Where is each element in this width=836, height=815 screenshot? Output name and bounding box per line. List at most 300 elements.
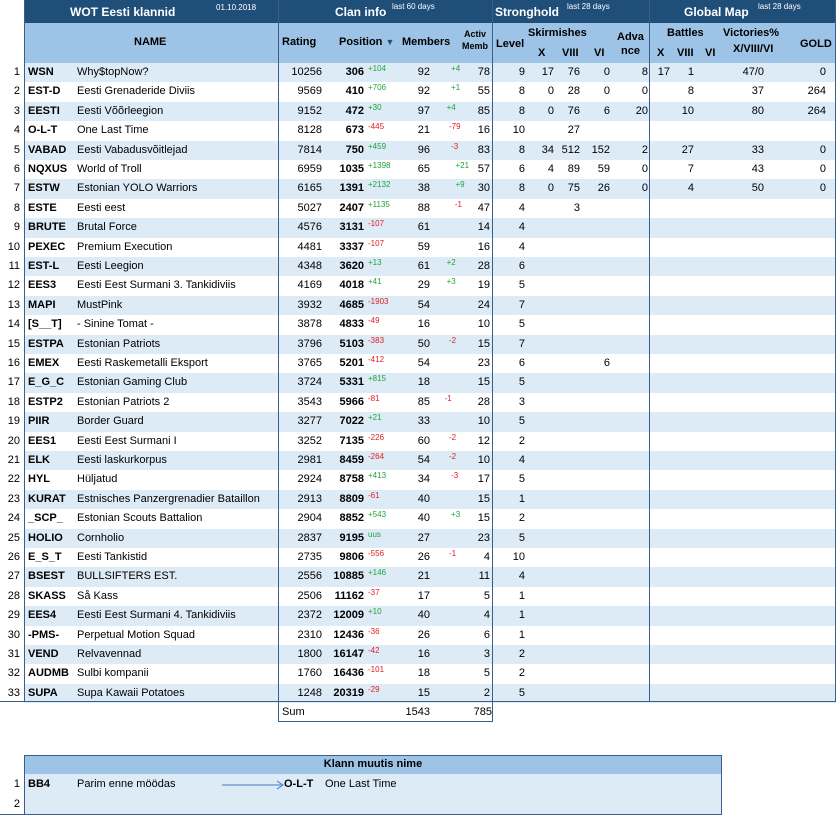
clan-name: Sulbi kompanii <box>77 667 149 680</box>
advance <box>620 393 648 412</box>
position: 2407 <box>339 201 364 214</box>
gold <box>770 432 826 451</box>
clan-name: Eesti Tankistid <box>77 551 148 563</box>
stronghold-title: Stronghold <box>495 5 559 19</box>
col-gold: GOLD <box>800 38 832 50</box>
members: 59 <box>417 240 430 253</box>
battles-viii <box>674 296 694 315</box>
stronghold-level: 8 <box>518 182 525 195</box>
clan-name: Border Guard <box>77 415 144 428</box>
gold <box>770 276 826 295</box>
gold: 264 <box>807 104 826 117</box>
rating: 3724 <box>297 376 322 389</box>
members: 26 <box>417 551 430 563</box>
table-row <box>0 606 836 625</box>
victories <box>712 432 764 451</box>
skirmish-viii <box>552 257 580 276</box>
position-change: -36 <box>368 626 380 636</box>
active-members: 3 <box>483 648 490 660</box>
skirmish-x <box>528 393 554 412</box>
skirmish-vi: 59 <box>597 163 610 175</box>
table-row <box>0 645 836 664</box>
battles-x <box>650 548 670 567</box>
sum-label: Sum <box>282 706 305 718</box>
row-number: 31 <box>7 648 20 660</box>
table-row <box>0 354 836 373</box>
gold <box>770 587 826 606</box>
members-change: +9 <box>455 180 465 190</box>
active-members: 55 <box>477 85 490 98</box>
row-number: 18 <box>7 395 20 408</box>
members: 40 <box>417 609 430 622</box>
advance <box>620 645 648 664</box>
position: 750 <box>345 143 364 156</box>
gold: 0 <box>819 163 826 175</box>
skirmish-viii <box>552 276 580 295</box>
advance <box>620 567 648 586</box>
position-change: +459 <box>368 141 387 151</box>
position: 673 <box>345 124 364 137</box>
stronghold-level: 2 <box>518 667 525 680</box>
advance <box>620 626 648 645</box>
stronghold-level: 1 <box>518 628 525 641</box>
skirmish-x <box>528 354 554 373</box>
battles-viii <box>674 490 694 509</box>
position-change: +815 <box>368 374 387 384</box>
members: 15 <box>417 686 430 699</box>
clan-name: Eesti Leegion <box>77 260 144 272</box>
position: 5201 <box>339 357 364 369</box>
col-victories: Victories% <box>723 27 780 39</box>
position: 9195 <box>339 531 364 544</box>
clan-info-note: last 60 days <box>392 2 435 11</box>
sum-members: 1543 <box>405 706 430 718</box>
gold <box>770 567 826 586</box>
position-change: -412 <box>368 355 385 364</box>
skirmish-vi: 6 <box>603 357 610 369</box>
table-row <box>0 373 836 392</box>
battles-viii <box>674 412 694 431</box>
battles-x <box>650 529 670 548</box>
battles-vi <box>697 626 712 645</box>
active-members: 10 <box>477 415 490 428</box>
rename-old-tag: BB4 <box>28 778 51 790</box>
skirmish-x <box>528 548 554 567</box>
table-row <box>0 335 836 354</box>
skirmish-viii <box>552 432 580 451</box>
members: 54 <box>417 454 430 466</box>
clan-name: Så Kass <box>77 589 118 602</box>
gold: 0 <box>819 143 826 156</box>
position: 16436 <box>333 667 364 680</box>
row-number: 29 <box>7 609 20 622</box>
position: 11162 <box>334 589 364 602</box>
row-number: 11 <box>8 260 20 272</box>
table-title: WOT Eesti klannid <box>70 5 176 19</box>
victories <box>712 238 764 257</box>
position-change: +706 <box>368 83 387 93</box>
col-position[interactable]: Position ▼ <box>339 36 395 48</box>
battles-x <box>650 587 670 606</box>
members: 65 <box>417 163 430 175</box>
battles-viii: 10 <box>681 104 694 117</box>
advance <box>620 664 648 683</box>
clan-name: Cornholio <box>77 531 125 544</box>
col-sk-viii: VIII <box>562 47 579 59</box>
rating: 2372 <box>297 609 322 622</box>
position-change: +1135 <box>368 199 390 209</box>
gold <box>770 490 826 509</box>
battles-x <box>650 509 670 528</box>
active-members: 19 <box>477 279 490 292</box>
advance <box>620 548 648 567</box>
clan-name: Estonian Patriots 2 <box>77 395 170 408</box>
skirmish-x <box>528 121 554 140</box>
row-number: 8 <box>13 201 20 214</box>
position-change: -29 <box>368 684 380 694</box>
members: 85 <box>417 395 430 408</box>
battles-viii <box>674 121 694 140</box>
members: 96 <box>417 143 430 156</box>
gold <box>770 199 826 218</box>
clan-name: Eesti Grenaderide Diviis <box>77 85 195 98</box>
active-members: 4 <box>483 551 490 563</box>
gold <box>770 296 826 315</box>
rename-row-number: 1 <box>13 778 20 790</box>
stronghold-level: 7 <box>518 298 525 311</box>
members: 21 <box>417 570 430 583</box>
battles-vi <box>697 548 712 567</box>
rating: 1760 <box>297 667 322 680</box>
position-change: -37 <box>368 587 380 597</box>
skirmish-vi <box>580 490 610 509</box>
position: 9806 <box>339 551 364 563</box>
battles-x <box>650 373 670 392</box>
battles-vi <box>697 179 712 198</box>
skirmish-x <box>528 490 554 509</box>
skirmish-viii <box>552 451 580 470</box>
advance <box>620 587 648 606</box>
position: 12436 <box>333 628 364 641</box>
stronghold-level: 4 <box>518 240 525 253</box>
members: 21 <box>417 124 430 137</box>
skirmish-vi <box>580 218 610 237</box>
gold <box>770 664 826 683</box>
rename-new-name: One Last Time <box>325 778 397 790</box>
skirmish-viii: 512 <box>561 143 580 156</box>
rating: 8128 <box>297 124 322 137</box>
battles-viii <box>674 509 694 528</box>
battles-x <box>650 432 670 451</box>
skirmish-vi: 0 <box>603 66 610 78</box>
clan-name: BULLSIFTERS EST. <box>77 570 178 583</box>
battles-vi <box>697 276 712 295</box>
advance <box>620 529 648 548</box>
skirmish-viii <box>552 509 580 528</box>
position-change: -107 <box>368 219 385 229</box>
advance <box>620 432 648 451</box>
victories: 50 <box>751 182 764 195</box>
stronghold-level: 6 <box>518 163 525 175</box>
active-members: 83 <box>477 143 490 156</box>
position-change: +13 <box>368 258 382 267</box>
clan-name: Eesti Võõrleegion <box>77 104 164 117</box>
table-row <box>0 315 836 334</box>
row-number: 28 <box>7 589 20 602</box>
battles-viii <box>674 529 694 548</box>
battles-vi <box>697 121 712 140</box>
skirmish-vi <box>580 373 610 392</box>
victories <box>712 354 764 373</box>
position: 5966 <box>339 395 364 408</box>
row-number: 22 <box>7 473 20 486</box>
battles-x <box>650 102 670 121</box>
skirmish-viii <box>552 470 580 489</box>
members-change: -1 <box>449 549 457 558</box>
clan-tag: ESTP2 <box>28 395 63 408</box>
members: 97 <box>417 104 430 117</box>
gold <box>770 412 826 431</box>
table-row <box>0 393 836 412</box>
skirmish-viii <box>552 373 580 392</box>
stronghold-level: 5 <box>518 473 525 486</box>
stronghold-level: 8 <box>518 85 525 98</box>
rating: 9569 <box>297 85 322 98</box>
gold <box>770 373 826 392</box>
victories <box>712 567 764 586</box>
skirmish-vi: 6 <box>603 104 610 117</box>
clan-tag: VEND <box>28 648 59 660</box>
row-number: 17 <box>7 376 20 389</box>
col-advance-2: nce <box>621 45 640 57</box>
members-change: -2 <box>449 452 457 461</box>
skirmish-x <box>528 645 554 664</box>
skirmish-x <box>528 432 554 451</box>
clan-name: Eesti laskurkorpus <box>77 454 167 466</box>
rating: 1248 <box>297 686 322 699</box>
advance <box>620 276 648 295</box>
battles-viii <box>674 606 694 625</box>
col-gm-x: X <box>657 47 665 59</box>
members: 18 <box>417 376 430 389</box>
rating: 4576 <box>297 221 322 234</box>
battles-x <box>650 606 670 625</box>
table-row <box>0 664 836 683</box>
rename-row <box>24 774 722 794</box>
skirmish-viii: 3 <box>573 201 580 214</box>
col-sk-vi: VI <box>594 47 605 59</box>
battles-x <box>650 179 670 198</box>
stronghold-level: 1 <box>518 609 525 622</box>
global-map-header <box>650 0 836 23</box>
clan-name: Estonian Gaming Club <box>77 376 188 389</box>
active-members: 28 <box>477 260 490 272</box>
position-change: uus <box>368 529 381 539</box>
battles-vi <box>697 645 712 664</box>
members-change: -1 <box>454 199 462 209</box>
active-members: 24 <box>477 298 490 311</box>
table-row <box>0 141 836 160</box>
battles-vi <box>697 393 712 412</box>
gold <box>770 393 826 412</box>
advance <box>620 412 648 431</box>
gold <box>770 626 826 645</box>
advance: 8 <box>641 66 648 78</box>
skirmish-vi <box>580 664 610 683</box>
victories <box>712 587 764 606</box>
victories <box>712 451 764 470</box>
battles-viii <box>674 335 694 354</box>
clan-tag: HOLIO <box>28 531 63 544</box>
rating: 4481 <box>297 240 322 253</box>
active-members: 57 <box>477 163 490 175</box>
skirmish-x <box>528 335 554 354</box>
table-row <box>0 257 836 276</box>
stronghold-level: 5 <box>518 686 525 699</box>
members: 16 <box>417 648 430 660</box>
victories <box>712 257 764 276</box>
table-row <box>0 626 836 645</box>
skirmish-x <box>528 296 554 315</box>
skirmish-vi <box>580 645 610 664</box>
col-rating: Rating <box>282 36 317 48</box>
position: 1035 <box>339 163 364 175</box>
active-members: 10 <box>477 454 490 466</box>
gold: 0 <box>819 182 826 195</box>
skirmish-x <box>528 412 554 431</box>
stronghold-level: 7 <box>518 337 525 350</box>
stronghold-level: 3 <box>518 395 525 408</box>
clan-tag: MAPI <box>28 298 56 311</box>
position-change: -1903 <box>368 296 389 306</box>
col-victories-sub: X/VIII/VI <box>733 43 774 55</box>
battles-viii <box>674 548 694 567</box>
battles-viii: 1 <box>687 66 694 78</box>
battles-viii <box>674 645 694 664</box>
members: 38 <box>417 182 430 195</box>
battles-vi <box>697 335 712 354</box>
battles-vi <box>697 412 712 431</box>
stronghold-level: 2 <box>518 434 525 447</box>
table-row <box>0 432 836 451</box>
clan-tag: EES3 <box>28 279 57 292</box>
advance <box>620 218 648 237</box>
gold: 264 <box>807 85 826 98</box>
rating: 6165 <box>297 182 322 195</box>
skirmish-x <box>528 218 554 237</box>
row-number: 26 <box>7 551 20 563</box>
row-number: 10 <box>7 240 20 253</box>
skirmish-x <box>528 606 554 625</box>
gold <box>770 509 826 528</box>
members-change: +4 <box>451 64 461 73</box>
row-number: 16 <box>7 357 20 369</box>
col-gm-viii: VIII <box>677 47 694 59</box>
victories <box>712 315 764 334</box>
active-members: 85 <box>477 104 490 117</box>
position-change: +30 <box>368 102 382 112</box>
skirmish-vi <box>580 626 610 645</box>
row-number: 15 <box>7 337 20 350</box>
battles-x <box>650 335 670 354</box>
battles-vi <box>697 373 712 392</box>
table-row <box>0 63 836 82</box>
clan-tag: EES1 <box>28 434 57 447</box>
position: 10885 <box>333 570 364 583</box>
battles-x <box>650 218 670 237</box>
battles-x <box>650 354 670 373</box>
victories <box>712 529 764 548</box>
battles-x: 17 <box>657 66 670 78</box>
members: 29 <box>417 279 430 292</box>
position: 4685 <box>339 298 364 311</box>
active-members: 15 <box>477 337 490 350</box>
row-number: 12 <box>7 279 20 292</box>
active-members: 30 <box>477 182 490 195</box>
advance <box>620 451 648 470</box>
position: 4833 <box>339 318 364 331</box>
table-row <box>0 529 836 548</box>
table-row <box>0 490 836 509</box>
rating: 1800 <box>297 648 322 660</box>
position-change: +41 <box>368 277 382 287</box>
clan-tag: VABAD <box>28 143 67 156</box>
victories <box>712 121 764 140</box>
clan-name: Estnisches Panzergrenadier Bataillon <box>77 492 260 505</box>
advance <box>620 373 648 392</box>
active-members: 15 <box>477 512 490 525</box>
clan-name: Relvavennad <box>77 648 142 660</box>
battles-vi <box>697 664 712 683</box>
gold <box>770 257 826 276</box>
battles-vi <box>697 218 712 237</box>
table-row <box>0 102 836 121</box>
gold <box>770 451 826 470</box>
battles-x <box>650 199 670 218</box>
row-number: 3 <box>13 104 20 117</box>
members: 34 <box>417 473 430 486</box>
rating: 3765 <box>297 357 322 369</box>
advance: 0 <box>641 182 648 195</box>
position: 8758 <box>339 473 364 486</box>
col-name: NAME <box>134 36 167 48</box>
gold <box>770 218 826 237</box>
victories <box>712 218 764 237</box>
gold <box>770 335 826 354</box>
members: 60 <box>417 434 430 447</box>
clan-tag: EESTI <box>28 104 60 117</box>
battles-vi <box>697 257 712 276</box>
battles-vi <box>697 529 712 548</box>
members-change: +4 <box>446 102 456 112</box>
position-change: -81 <box>368 393 380 403</box>
rating: 2556 <box>297 570 322 583</box>
victories <box>712 509 764 528</box>
battles-vi <box>697 199 712 218</box>
clan-tag: -PMS- <box>28 628 60 641</box>
stronghold-level: 4 <box>518 221 525 234</box>
clan-name: - Sinine Tomat - <box>77 318 154 331</box>
stronghold-level: 5 <box>518 415 525 428</box>
rename-row-number: 2 <box>13 798 20 810</box>
row-number: 5 <box>13 143 20 156</box>
members-change: -2 <box>449 432 457 442</box>
members: 54 <box>417 298 430 311</box>
advance <box>620 606 648 625</box>
members: 61 <box>417 221 430 234</box>
rating: 9152 <box>297 104 322 117</box>
position-change: -101 <box>368 665 385 675</box>
